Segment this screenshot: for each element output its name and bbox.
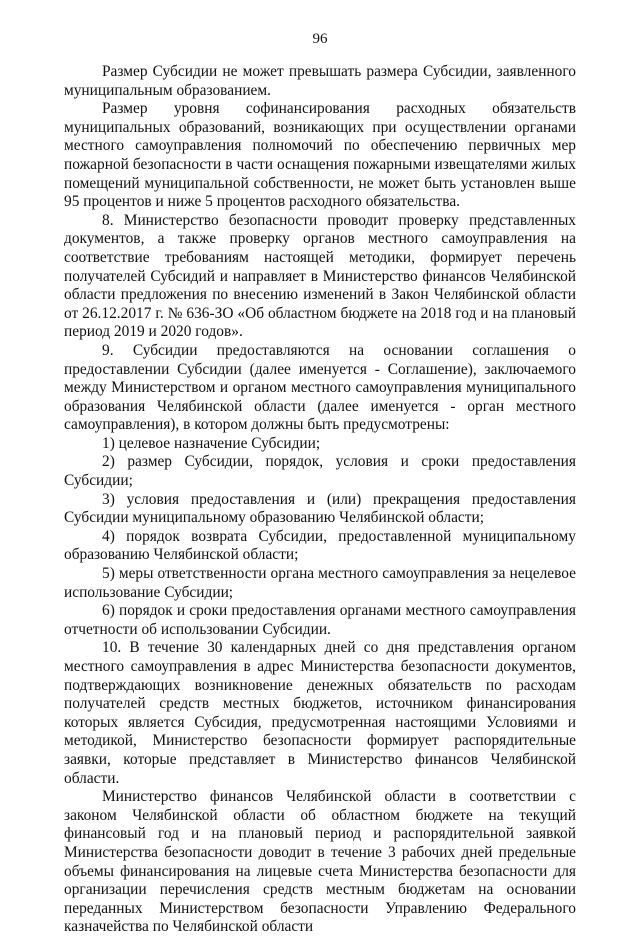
paragraph-cofinancing-level: Размер уровня софинансирования расходных обязательств муниципальных образований, возникающих при осуществлении органами местного самоуправления полномочий по обеспечению первичных мер пожарной безопасности в части оснащения пожарными извещателями жилых помещений муниципальной собственности, не может быть установлен выше 95 процентов и ниже 5 процентов расходного обязательства. — [64, 100, 576, 211]
paragraph-10-applications: 10. В течение 30 календарных дней со дня представления органом местного самоуправления в адрес Министерства безопасности документов, подтверждающих возникновение денежных обязательств по расходам получателей средств местных бюджетов, источником финансирования которых является Субсидия, предусмотренная настоящими Условиями и методикой, Министерство безопасности формирует распорядительные заявки, которые представляет в Министерство финансов Челябинской области. — [64, 639, 576, 787]
paragraph-subsidy-limit: Размер Субсидии не может превышать размера Субсидии, заявленного муниципальным образованием. — [64, 63, 576, 99]
paragraph-8-ministry-check: 8. Министерство безопасности проводит проверку представленных документов, а также проверку органов местного самоуправления на соответствие требованиям настоящей методики, формирует перечень получателей Субсидий и направляет в Министерство финансов Челябинской области предложения по внесению изменений в Закон Челябинской области от 26.12.2017 г. № 636-ЗО «Об областном бюджете на 2018 год и на плановый период 2019 и 2020 годов». — [64, 211, 576, 341]
paragraph-9-agreement: 9. Субсидии предоставляются на основании соглашения о предоставлении Субсидии (далее именуется - Соглашение), заключаемого между Министерством и органом местного самоуправления муниципального образования Челябинской области (далее именуется - орган местного самоуправления), в котором должны быть предусмотрены: — [64, 341, 576, 434]
list-item-4: 4) порядок возврата Субсидии, предоставленной муниципальному образованию Челябинской области; — [64, 527, 576, 564]
list-item-2: 2) размер Субсидии, порядок, условия и сроки предоставления Субсидии; — [64, 453, 576, 490]
document-body — [64, 63, 576, 937]
list-item-3: 3) условия предоставления и (или) прекращения предоставления Субсидии муниципальному образованию Челябинской области; — [64, 490, 576, 527]
list-item-5: 5) меры ответственности органа местного самоуправления за нецелевое использование Субсидии; — [64, 565, 576, 601]
page-number: 96 — [312, 31, 328, 47]
paragraph-finance-ministry: Министерство финансов Челябинской области в соответствии с законом Челябинской области об областном бюджете на текущий финансовый год и на плановый период и распорядительной заявкой Министерства безопасности доводит в течение 3 рабочих дней предельные объемы финансирования на лицевые счета Министерства безопасности для организации перечисления средств местным бюджетам на основании переданных Министерством безопасности Управлению Федерального казначейства по Челябинской области — [64, 788, 576, 936]
list-item-6: 6) порядок и сроки предоставления органами местного самоуправления отчетности об использовании Субсидии. — [64, 602, 576, 638]
list-item-1: 1) целевое назначение Субсидии; — [102, 434, 321, 452]
